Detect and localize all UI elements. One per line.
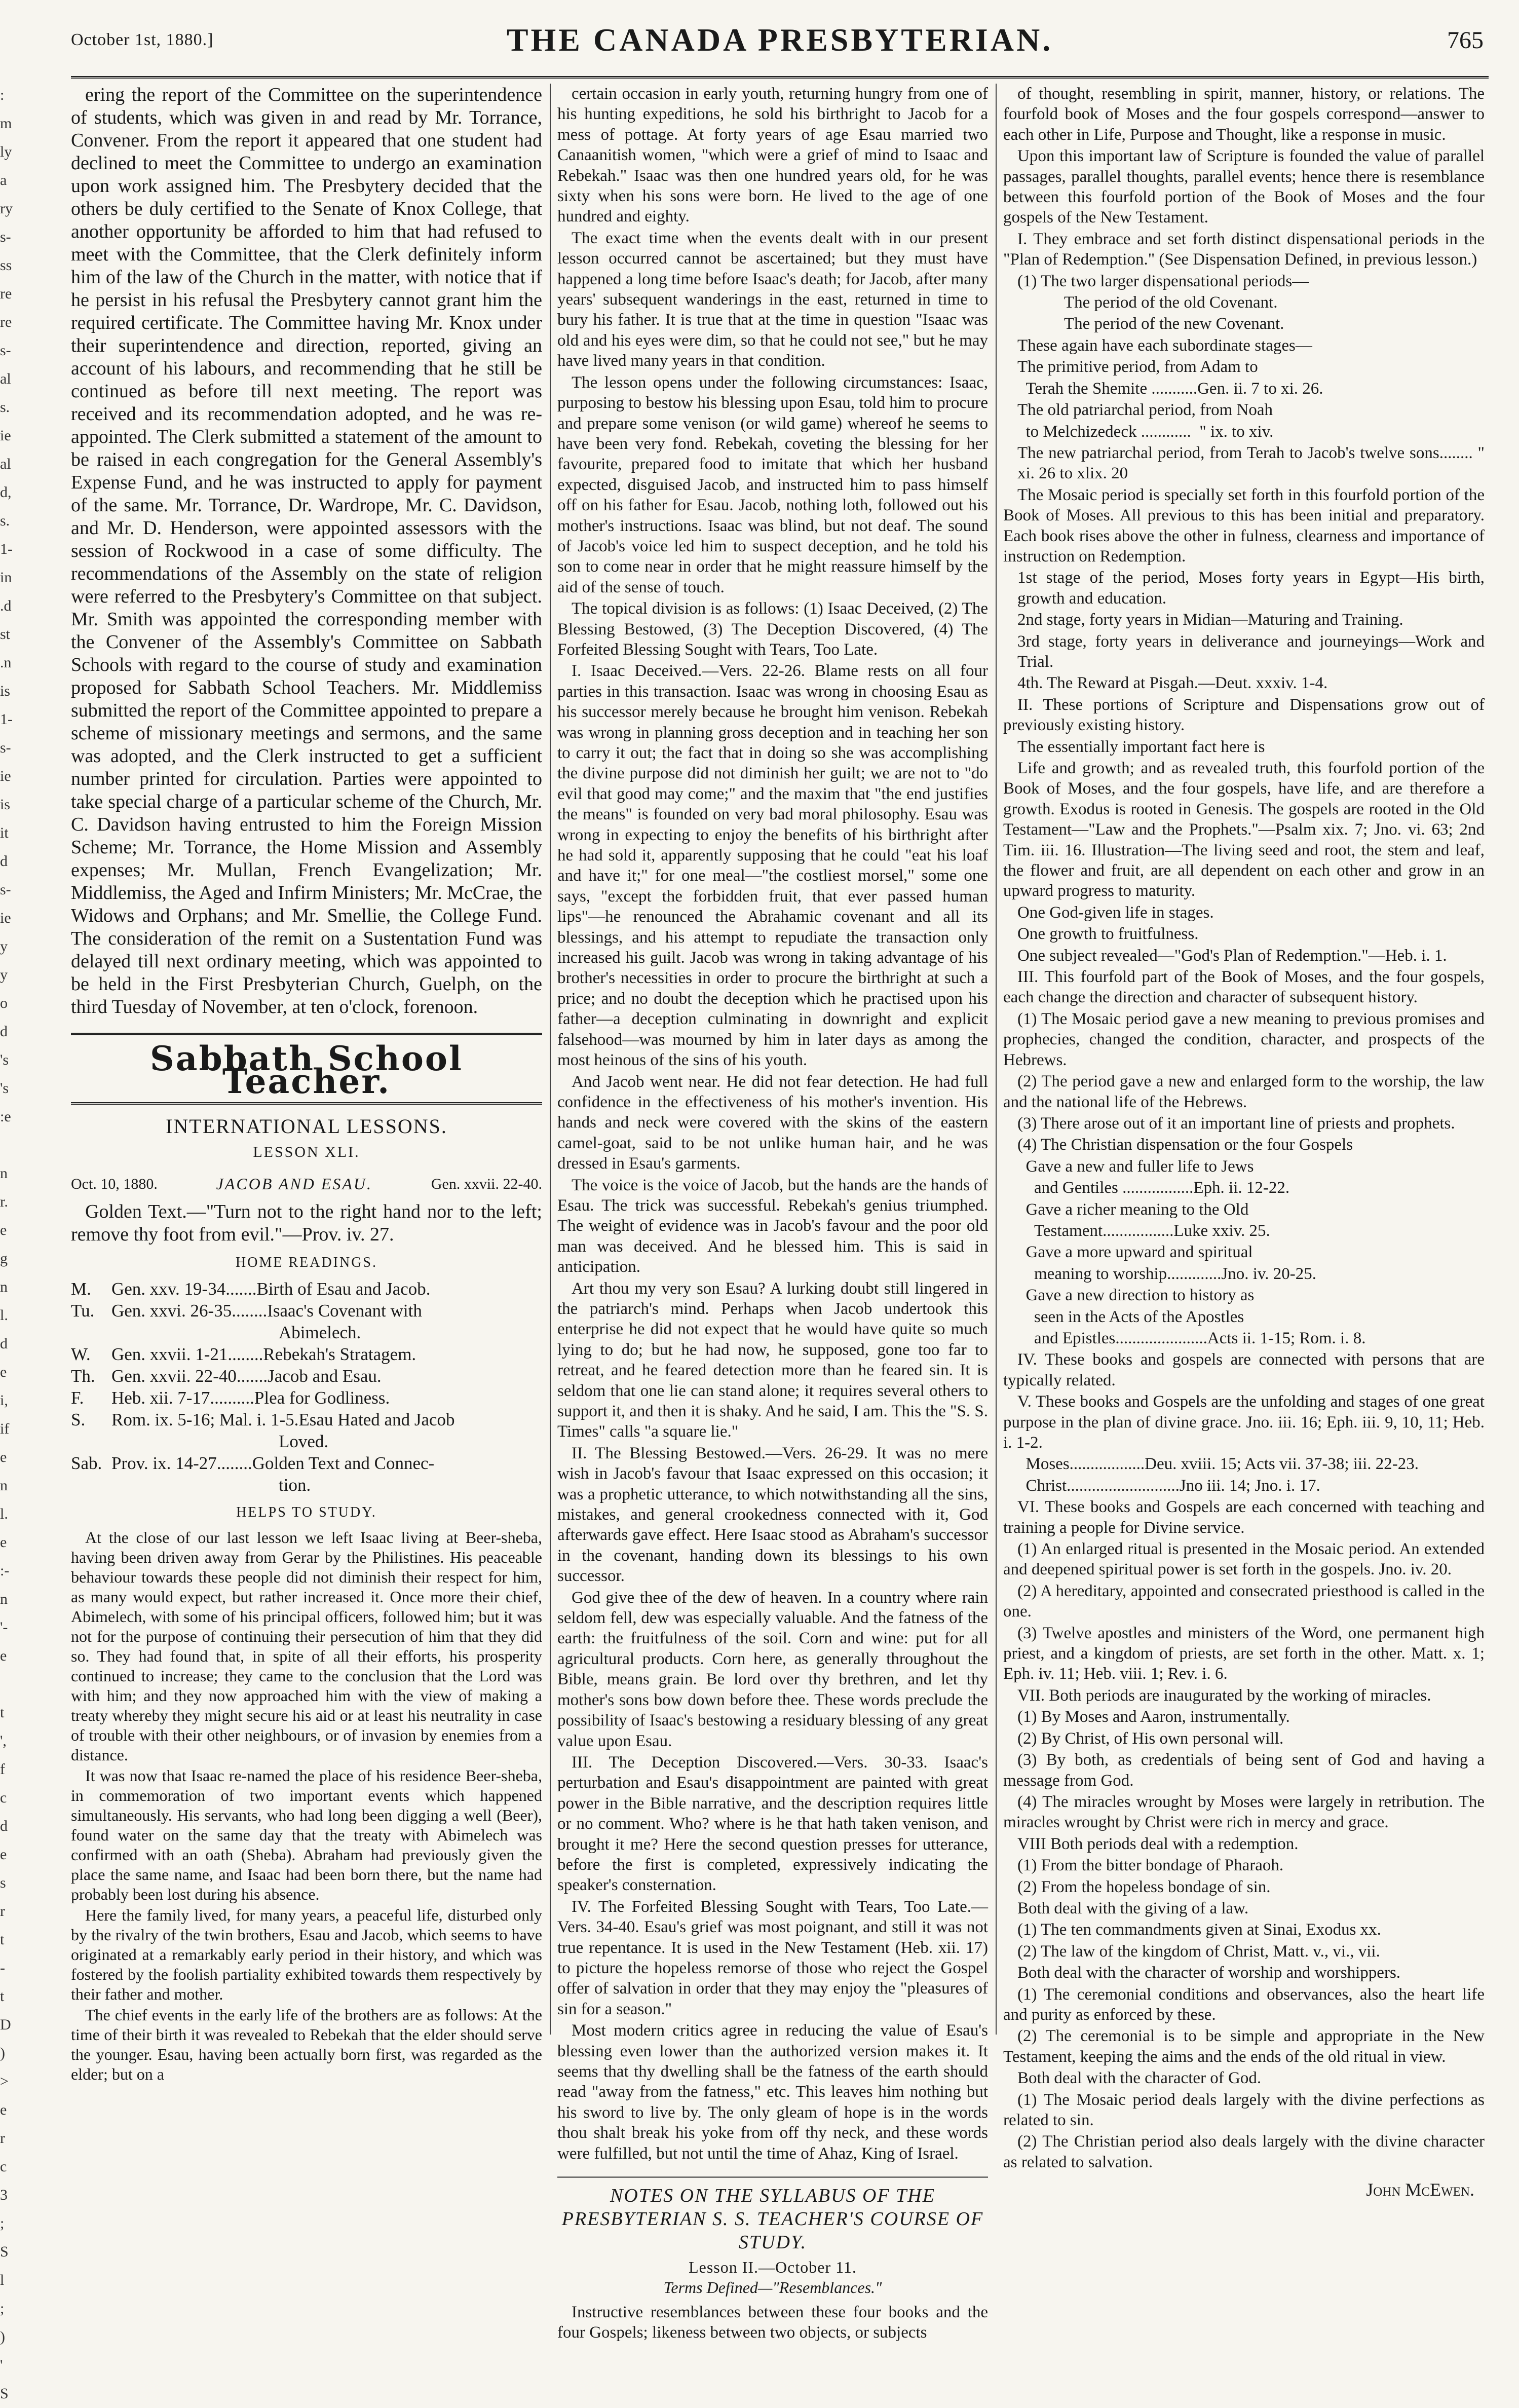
helps-heading: HELPS TO STUDY. bbox=[236, 1504, 377, 1520]
syllabus-line: meaning to worship.............Jno. iv. 20-25. bbox=[1017, 1264, 1316, 1283]
syllabus-line: One God-given life in stages. bbox=[1017, 903, 1214, 922]
presbytery-report bbox=[71, 84, 542, 1019]
syllabus-line: These again have each subordinate stages— bbox=[1017, 336, 1312, 355]
reading-text: Gen. xxvii. 1-21........Rebekah's Stratagem. bbox=[111, 1344, 416, 1364]
syllabus-line: (2) From the hopeless bondage of sin. bbox=[1017, 1877, 1271, 1896]
syllabus-paragraph: (2) The period gave a new and enlarged form to the worship, the law and the national life of the Hebrews. bbox=[1003, 1072, 1485, 1111]
cropped-margin-text: : m ly a ry s- ss re re s- al s. ie al d, s. 1- in .d st .n is 1- s- ie is it d s- ie y y o d 's 's :e n r. e g n l. d e i, if e n l. e :- n '- e t ', f c d e s r t - t D ) > e r c 3 ; S l ; ) ' S bbox=[0, 87, 13, 2402]
syllabus-paragraph: II. These portions of Scripture and Dispensations grow out of previously existing history. bbox=[1003, 695, 1485, 735]
home-readings-heading: HOME READINGS. bbox=[236, 1255, 377, 1270]
syllabus-line: Gave a new direction to history as bbox=[1017, 1286, 1255, 1305]
syllabus-line: The new patriarchal period, from Terah to Jacob's twelve sons........ " xi. 26 to xlix. 20 bbox=[1017, 443, 1489, 483]
syllabus-notes bbox=[1003, 84, 1489, 2172]
reading-text: Abimelech. bbox=[279, 1323, 361, 1342]
commentary-paragraph: certain occasion in early youth, returning hungry from one of his hunting expeditions, he sold his birthright to Jacob for a mess of pottage. At forty years of age Esau married two Canaanitish women, "which were a grief of mind to Isaac and Rebekah." Isaac was then one hundred years old, for he was sixty when his sons were born. He lived to the age of one hundred and eighty. bbox=[557, 85, 988, 226]
syllabus-line: The old patriarchal period, from Noah bbox=[1017, 401, 1273, 420]
syllabus-line: seen in the Acts of the Apostles bbox=[1017, 1307, 1244, 1326]
syllabus-line: The period of the new Covenant. bbox=[1064, 315, 1284, 333]
syllabus-line: Gave a new and fuller life to Jews bbox=[1017, 1157, 1254, 1176]
commentary-paragraph: Most modern critics agree in reducing the value of Esau's blessing even lower than the authorized version makes it. It seems that thy dwelling shall be the fatness of the earth should read "away from the fatness," etc. This leaves him nothing but his sword to live by. The only gleam of hope is in the words thou shalt break his yoke from off thy neck, and these words were fulfilled, but not until the time of Ahaz, King of Israel. bbox=[557, 2021, 988, 2163]
commentary-paragraph: The voice is the voice of Jacob, but the hands are the hands of Esau. The trick was successful. Rebekah's genius triumphed. The weight of evidence was in Jacob's favour and the poor old man was deceived. And he blessed him. This is said in anticipation. bbox=[557, 1176, 988, 1276]
reading-day: W. bbox=[71, 1344, 91, 1364]
reading-text: Rom. ix. 5-16; Mal. i. 1-5.Esau Hated and Jacob bbox=[111, 1410, 455, 1429]
lesson-header bbox=[71, 1173, 542, 1195]
syllabus-paragraph: (3) By both, as credentials of being sent of God and having a message from God. bbox=[1003, 1751, 1485, 1790]
reading-text: Loved. bbox=[279, 1432, 329, 1451]
syllabus-paragraph: (4) The miracles wrought by Moses were largely in retribution. The miracles wrought by Christ were rich in mercy and grace. bbox=[1003, 1792, 1485, 1832]
syllabus-paragraph: (1) The Mosaic period deals largely with the divine perfections as related to sin. bbox=[1003, 2090, 1485, 2129]
reading-day bbox=[71, 1474, 111, 1496]
lesson-commentary bbox=[557, 84, 988, 2164]
syllabus-line: and Gentiles .................Eph. ii. 12-22. bbox=[1017, 1179, 1290, 1197]
syllabus-line: (2) The law of the kingdom of Christ, Matt. v., vi., vii. bbox=[1017, 1942, 1380, 1961]
helps-paragraph: The chief events in the early life of the brothers are as follows: At the time of their birth it was revealed to Rebekah that the elder should serve the younger. Esau, having been actually born first, was regarded as the elder; but on a bbox=[71, 2006, 542, 2083]
column-2 bbox=[557, 84, 988, 2342]
syllabus-line: Both deal with the giving of a law. bbox=[1017, 1899, 1249, 1917]
page-number: 765 bbox=[1447, 27, 1484, 54]
helps-paragraph: At the close of our last lesson we left Isaac living at Beer-sheba, having been driven away from Gerar by the Philistines. His peaceable behaviour towards these people did not diminish their respect for him, as many would expect, but rather increased it. Once more their chief, Abimelech, with some of his principal officers, followed him; but it was not for the purpose of continuing their persecution of him that they did so. They had found that, in spite of all their efforts, his prosperity continued to increase; they came to the conclusion that the Lord was with him; and they now approached him with the view of making a treaty whereby they might secure his aid or at least his neutrality in case of trouble with their other neighbours, or of invasion by enemies from a distance. bbox=[71, 1528, 542, 1764]
syllabus-paragraph: The Mosaic period is specially set forth in this fourfold portion of the Book of Moses. All previous to this has been initial and preparatory. Each book rises above the other in fulness, clearness and importance of instruction on Redemption. bbox=[1003, 485, 1485, 566]
reading-text: Heb. xii. 7-17..........Plea for Godliness. bbox=[111, 1388, 390, 1408]
issue-date: October 1st, 1880.] bbox=[71, 30, 214, 49]
syllabus-line: VIII Both periods deal with a redemption. bbox=[1017, 1834, 1299, 1853]
commentary-paragraph: And Jacob went near. He did not fear detection. He had full confidence in the effectiveness of his mother's invention. His hands and neck were covered with the skins of the eastern camel-goat, said to be not unlike human hair, and he was dressed in Esau's garments. bbox=[557, 1072, 988, 1173]
helps-paragraph: It was now that Isaac re-named the place of his residence Beer-sheba, in commemoration of two important events which happened simultaneously. His servants, who had long been digging a well (Beer), found water on the same day that the treaty with Abimelech was confirmed with an oath (Sheba). Abraham had previously given the place the same name, and Isaac had been born there, but the name had probably been lost during his absence. bbox=[71, 1766, 542, 1903]
page-header bbox=[71, 15, 1489, 79]
commentary-paragraph: I. Isaac Deceived.—Vers. 22-26. Blame rests on all four parties in this transaction. Isaac was wrong in choosing Esau as his successor merely because he brought him venison. Rebekah was wrong in planning gross deception and in teaching her son to carry it out; the fact that in doing so she was accomplishing the divine purpose did not diminish her guilt; we are not to "do evil that good may come;" and the maxim that "the end justifies the means" is founded on very bad moral philosophy. Esau was wrong in expecting to enjoy the benefits of his birthright after he had sold it, apparently supposing that he could "eat his loaf and have it;" for one meal—"the costliest morsel," some one says, "except the forbidden fruit, that ever passed human lips"—he renounced the Abrahamic covenant and all its blessings, and his attempt to repudiate the transaction only increased his guilt. Jacob was wrong in taking advantage of his brother's necessities in order to procure the birthright at such a price; and no doubt the deception which he practised upon his father—a deception culminating in downright and explicit falsehood—was mourned by him in later days as among the most heinous of the sins of his youth. bbox=[557, 662, 988, 1070]
lesson-number: LESSON XLI. bbox=[253, 1144, 360, 1160]
commentary-paragraph: The topical division is as follows: (1) Isaac Deceived, (2) The Blessing Bestowed, (3) The Deception Discovered, (4) The Forfeited Blessing Sought with Tears, Too Late. bbox=[557, 599, 988, 659]
reading-day: F. bbox=[71, 1388, 84, 1408]
notes-lesson: Lesson II.—October 11. bbox=[689, 2258, 857, 2277]
reading-day: Tu. bbox=[71, 1301, 95, 1321]
reading-day bbox=[71, 1431, 111, 1452]
syllabus-line: The period of the old Covenant. bbox=[1064, 293, 1278, 312]
commentary-paragraph: Art thou my very son Esau? A lurking doubt still lingered in the patriarch's mind. Perhaps when Jacob undertook this enterprise he did not expect that he would have quite so much lying to do; but he had now, he supposed, gone too far to retreat, and he feared detection more than he feared sin. It is seldom that one lie can stand alone; it requires several others to support it, and then it is shaky. And he said, I am. This the "S. S. Times" calls "a square lie." bbox=[557, 1279, 988, 1441]
helps-to-study bbox=[71, 1528, 542, 2084]
syllabus-line: and Epistles......................Acts ii. 1-15; Rom. i. 8. bbox=[1017, 1329, 1366, 1347]
syllabus-paragraph: (1) An enlarged ritual is presented in the Mosaic period. An extended and deepened spiritual power is set forth in the gospels. Jno. iv. 20. bbox=[1003, 1540, 1485, 1579]
syllabus-line: Both deal with the character of worship and worshippers. bbox=[1017, 1964, 1401, 1982]
commentary-paragraph: II. The Blessing Bestowed.—Vers. 26-29. It was no mere wish in Jacob's favour that Isaac expressed on this occasion; it was a prophetic utterance, to which notwithstanding all the sins, mistakes, and general crookedness connected with it, God afterwards gave effect. Here Isaac stood as Abraham's successor in the covenant, handing down its blessings to his own successor. bbox=[557, 1444, 988, 1586]
syllabus-line: Gave a more upward and spiritual bbox=[1017, 1243, 1253, 1262]
syllabus-line: 4th. The Reward at Pisgah.—Deut. xxxiv. 1-4. bbox=[1017, 674, 1328, 693]
syllabus-paragraph: Life and growth; and as revealed truth, this fourfold portion of the Book of Moses, and the four gospels, have life, and are therefore a growth. Exodus is rooted in Genesis. The gospels are rooted in the Old Testament—"Law and the Prophets."—Psalm xix. 7; Jno. vi. 63; 2nd Tim. iii. 16. Illustration—The living seed and root, the stem and leaf, the flower and fruit, are all dependent on each other and grow in an upward progress to maturity. bbox=[1003, 759, 1485, 900]
syllabus-paragraph: (3) Twelve apostles and ministers of the Word, one permanent high priest, and a kingdom of priests, are set forth in the other. Matt. x. 1; Eph. iv. 11; Heb. viii. 1; Rev. i. 6. bbox=[1003, 1624, 1485, 1683]
reading-text: Gen. xxvii. 22-40.......Jacob and Esau. bbox=[111, 1366, 382, 1386]
notes-section bbox=[557, 2176, 988, 2343]
syllabus-paragraph: I. They embrace and set forth distinct dispensational periods in the "Plan of Redemption." (See Dispensation Defined, in previous lesson.) bbox=[1003, 230, 1485, 269]
syllabus-line: The essentially important fact here is bbox=[1017, 737, 1265, 756]
syllabus-line: 2nd stage, forty years in Midian—Maturing and Training. bbox=[1017, 611, 1403, 629]
reading-day: S. bbox=[71, 1410, 86, 1429]
notes-paragraph: Instructive resemblances between these four books and the four Gospels; likeness between two objects, or subjects bbox=[557, 2303, 988, 2342]
syllabus-line: (1) The ten commandments given at Sinai, Exodus xx. bbox=[1017, 1921, 1381, 1939]
commentary-paragraph: God give thee of the dew of heaven. In a country where rain seldom fell, dew was especially valuable. And the fatness of the earth: the fruitfulness of the soil. Corn and wine: put for all agricultural products. Corn here, as generally throughout the Bible, means grain. Be lord over thy brethren, and let thy mother's sons bow down before thee. These words preclude the possibility of Isaac's bestowing a residuary blessing of any great value upon Esau. bbox=[557, 1588, 988, 1750]
syllabus-line: Christ...........................Jno iii. 14; Jno. i. 17. bbox=[1017, 1476, 1320, 1495]
commentary-paragraph: IV. The Forfeited Blessing Sought with Tears, Too Late.—Vers. 34-40. Esau's grief was most poignant, and still it was not true repentance. It is used in the New Testament (Heb. xii. 17) to picture the hopeless remorse of those who reject the Gospel offer of salvation in order that they may enjoy the "pleasures of sin for a season." bbox=[557, 1897, 988, 2018]
syllabus-paragraph: Upon this important law of Scripture is founded the value of parallel passages, parallel thoughts, parallel events; hence there is resemblance between this fourfold portion of the Book of Moses and the four gospels of the New Testament. bbox=[1003, 147, 1485, 227]
syllabus-paragraph: (2) A hereditary, appointed and consecrated priesthood is called in the one. bbox=[1003, 1582, 1485, 1621]
reading-text: Gen. xxvi. 26-35........Isaac's Covenant with bbox=[111, 1301, 422, 1321]
reading-text: Gen. xxv. 19-34.......Birth of Esau and Jacob. bbox=[111, 1279, 431, 1299]
syllabus-line: 3rd stage, forty years in deliverance and journeyings—Work and Trial. bbox=[1017, 632, 1489, 671]
home-readings-list bbox=[71, 1278, 542, 1496]
column-3 bbox=[1003, 84, 1489, 2200]
syllabus-line: to Melchizedeck ............ " ix. to xiv. bbox=[1017, 422, 1274, 441]
notes-title: NOTES ON THE SYLLABUS OF THE PRESBYTERIAN S. S. TEACHER'S COURSE OF STUDY. bbox=[561, 2185, 984, 2253]
syllabus-line: 1st stage of the period, Moses forty years in Egypt—His birth, growth and education. bbox=[1017, 569, 1489, 608]
newspaper-title: THE CANADA PRESBYTERIAN. bbox=[506, 22, 1053, 58]
notes-terms: Terms Defined—"Resemblances." bbox=[663, 2278, 882, 2297]
report-paragraph: ering the report of the Committee on the superintendence of students, which was given in and read by Mr. Torrance, Convener. From the report it appeared that one student had declined to meet the Committee to undergo an examination upon work assigned him. The Presbytery decided that the others be duly certified to the Senate of Knox College, that another opportunity be afforded to him that had refused to meet with the Committee, that the Clerk definitely inform him of the law of the Church in the matter, with notice that if he persist in his refusal the Presbytery cannot grant him the required certificate. The Committee having Mr. Knox under their superintendence and direction, reported, giving an account of his labours, and recommending that he still be continued as before till next meeting. The report was received and its recommendation adopted, and he was re-appointed. The Clerk submitted a statement of the amount to be raised in each congregation for the General Assembly's Expense Fund, and he was instructed to apply for payment of the same. Mr. Torrance, Dr. Wardrope, Mr. C. Davidson, and Mr. D. Henderson, were appointed assessors with the session of Rockwood in a case of some difficulty. The recommendations of the Assembly on the state of religion were referred to the Presbytery's Committee on that subject. Mr. Smith was appointed the corresponding member with the Convener of the Assembly's Committee on Sabbath Schools with regard to the course of study and examination proposed for Sabbath School Teachers. Mr. Middlemiss submitted the report of the Committee appointed to prepare a scheme of missionary meetings and sermons, and the same was adopted, and the Clerk instructed to get a sufficient number printed for circulation. Parties were appointed to take special charge of a particular scheme of the Church, Mr. C. Davidson having entrusted to him the Foreign Mission Scheme; Mr. Torrance, the Home Mission and Assembly expenses; Mr. Mullan, French Evangelization; Mr. Middlemiss, the Aged and Infirm Ministers; Mr. McCrae, the Widows and Orphans; and Mr. Smellie, the College Fund. The consideration of the remit on a Sustentation Fund was delayed till next ordinary meeting, which was appointed to be held in the First Presbyterian Church, Guelph, on the third Tuesday of November, at ten o'clock, forenoon. bbox=[71, 84, 542, 1018]
syllabus-line: One growth to fruitfulness. bbox=[1017, 925, 1199, 944]
column-rule bbox=[550, 84, 551, 2035]
syllabus-line: Testament.................Luke xxiv. 25. bbox=[1017, 1221, 1270, 1240]
syllabus-line: (4) The Christian dispensation or the four Gospels bbox=[1017, 1136, 1353, 1154]
syllabus-line: (1) The two larger dispensational periods— bbox=[1017, 272, 1309, 290]
golden-text: Golden Text.—"Turn not to the right hand nor to the left; remove thy foot from evil."—Prov. iv. 27. bbox=[71, 1201, 542, 1245]
syllabus-line: Terah the Shemite ...........Gen. ii. 7 to xi. 26. bbox=[1017, 379, 1323, 398]
syllabus-paragraph: (2) The Christian period also deals largely with the divine character as related to salvation. bbox=[1003, 2132, 1485, 2171]
section-title: INTERNATIONAL LESSONS. bbox=[166, 1115, 447, 1138]
syllabus-line: (1) From the bitter bondage of Pharaoh. bbox=[1017, 1856, 1284, 1875]
author-signature: John McEwen. bbox=[1366, 2179, 1474, 2200]
helps-paragraph: Here the family lived, for many years, a peaceful life, disturbed only by the rivalry of the twin brothers, Esau and Jacob, which seems to have originated at a remarkably early period in their history, and which was fostered by the foolish partiality exhibited towards them respectively by their father and mother. bbox=[71, 1906, 542, 2003]
lesson-title: JACOB AND ESAU. bbox=[216, 1175, 373, 1193]
reading-text: tion. bbox=[279, 1475, 311, 1495]
reading-day: M. bbox=[71, 1279, 91, 1299]
syllabus-paragraph: III. This fourfold part of the Book of Moses, and the four gospels, each change the direction and character of subsequent history. bbox=[1003, 968, 1485, 1007]
syllabus-paragraph: (2) The ceremonial is to be simple and appropriate in the New Testament, keeping the aims and the ends of the old ritual in view. bbox=[1003, 2027, 1485, 2066]
syllabus-paragraph: VI. These books and Gospels are each concerned with teaching and training a people for Divine service. bbox=[1003, 1498, 1485, 1537]
commentary-paragraph: The lesson opens under the following circumstances: Isaac, purposing to bestow his blessing upon Esau, told him to procure and prepare some venison (or wild game) whereof he seems to have been very fond. Rebekah, coveting the blessing for her favourite, prepared food to imitate that which her husband expected, disguised Jacob, and instructed him to pass himself off on his father for Esau. Jacob, nothing loth, followed out his mother's instructions. Isaac was blind, but not deaf. The sound of Jacob's voice led him to suspect deception, and he told his son to come near in order that he might reassure himself by the aid of the sense of touch. bbox=[557, 373, 988, 596]
syllabus-line: Moses..................Deu. xviii. 15; Acts vii. 37-38; iii. 22-23. bbox=[1017, 1455, 1419, 1474]
syllabus-paragraph: V. These books and Gospels are the unfolding and stages of one great purpose in the plan of divine grace. Jno. iii. 16; Eph. iii. 9, 10, 11; Heb. i. 1-2. bbox=[1003, 1393, 1485, 1452]
lesson-reference: Gen. xxvii. 22-40. bbox=[431, 1176, 542, 1192]
syllabus-paragraph: VII. Both periods are inaugurated by the working of miracles. bbox=[1017, 1686, 1431, 1705]
syllabus-paragraph: IV. These books and gospels are connected with persons that are typically related. bbox=[1003, 1350, 1485, 1389]
reading-text: Prov. ix. 14-27........Golden Text and Connec- bbox=[111, 1453, 435, 1473]
syllabus-line: Both deal with the character of God. bbox=[1017, 2069, 1262, 2088]
syllabus-line: The primitive period, from Adam to bbox=[1017, 358, 1258, 377]
syllabus-paragraph: (1) The ceremonial conditions and observances, also the heart life and purity as enforced by these. bbox=[1003, 1985, 1485, 2024]
column-1 bbox=[71, 84, 542, 2083]
syllabus-paragraph: of thought, resembling in spirit, manner, history, or relations. The fourfold book of Moses and the four gospels correspond—answer to each other in Life, Purpose and Thought, like a response in music. bbox=[1003, 85, 1485, 144]
reading-day: Sab. bbox=[71, 1453, 102, 1473]
lesson-date: Oct. 10, 1880. bbox=[71, 1176, 158, 1192]
sabbath-school-masthead: Sabbath School Teacher. bbox=[71, 1033, 542, 1105]
syllabus-paragraph: (1) The Mosaic period gave a new meaning to previous promises and prophecies, changed the condition, character, and prospects of the Hebrews. bbox=[1003, 1009, 1485, 1069]
reading-day bbox=[71, 1322, 111, 1343]
commentary-paragraph: III. The Deception Discovered.—Vers. 30-33. Isaac's perturbation and Esau's disappointment are painted with great power in the Bible narrative, and the description requires little or no comment. Who? where is he that hath taken venison, and brought it me? Here the second question presses for utterance, before the first is completed, expressively indicating the speaker's consternation. bbox=[557, 1753, 988, 1895]
reading-day: Th. bbox=[71, 1366, 95, 1386]
syllabus-line: One subject revealed—"God's Plan of Redemption."—Heb. i. 1. bbox=[1017, 946, 1447, 965]
column-rule bbox=[996, 84, 997, 2035]
syllabus-paragraph: (3) There arose out of it an important line of priests and prophets. bbox=[1017, 1114, 1455, 1133]
syllabus-line: Gave a richer meaning to the Old bbox=[1017, 1200, 1249, 1219]
syllabus-line: (2) By Christ, of His own personal will. bbox=[1017, 1729, 1284, 1748]
commentary-paragraph: The exact time when the events dealt with in our present lesson occurred cannot be ascertained; but they must have happened a long time before Isaac's death; for Jacob, after many years' subsequent wanderings in the east, returned in time to bury his father. It is true that at the time in question "Isaac was old and his eyes were dim, so that he could not see," but he may have lived many years in that condition. bbox=[557, 229, 988, 370]
syllabus-line: (1) By Moses and Aaron, instrumentally. bbox=[1017, 1708, 1290, 1726]
